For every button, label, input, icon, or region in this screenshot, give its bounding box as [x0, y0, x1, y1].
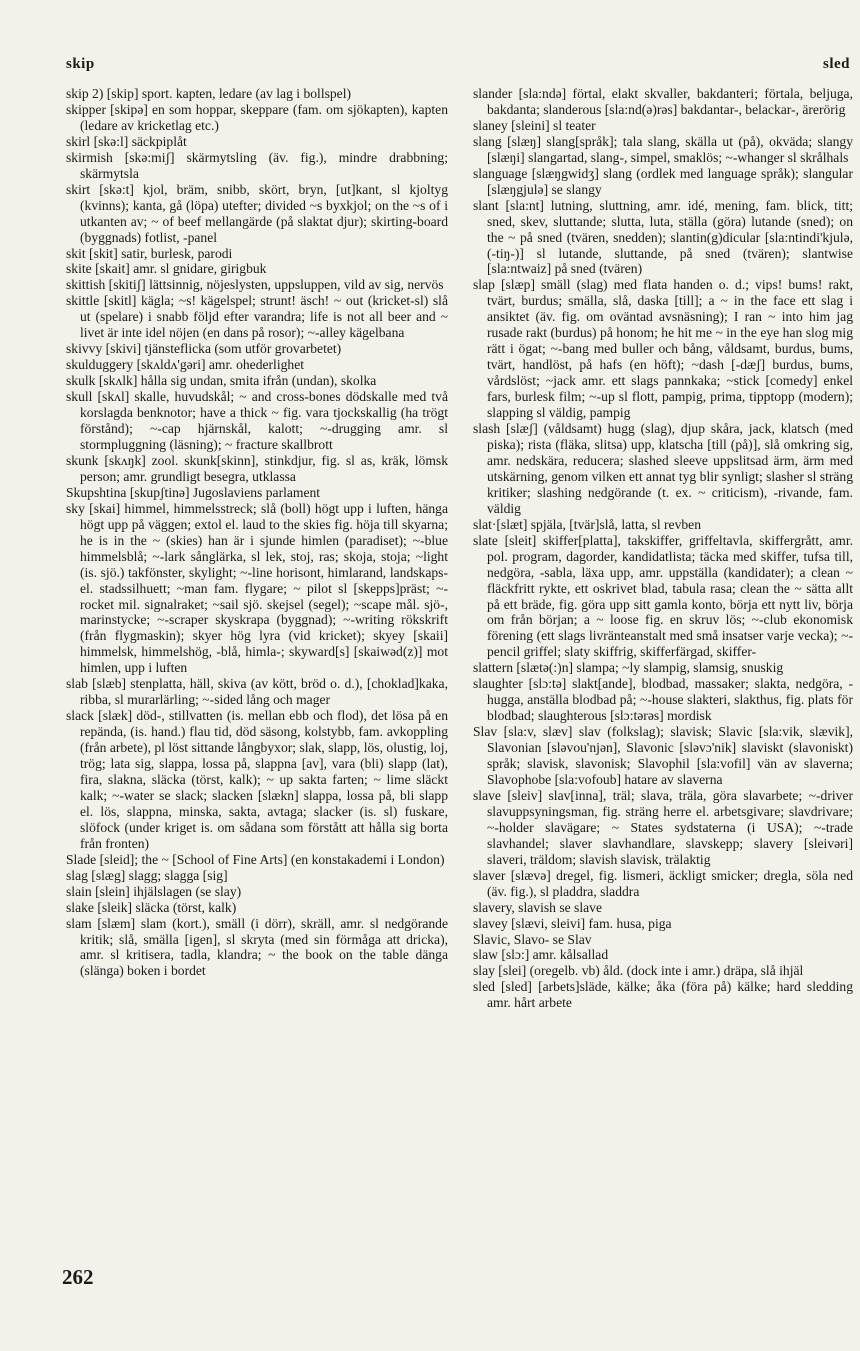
- dictionary-entry: skit [skit] satir, burlesk, parodi: [66, 245, 233, 261]
- dictionary-entry: Skupshtina [skupʃtinə] Jugoslaviens parlament: [66, 484, 321, 500]
- dictionary-entry: slander [sla:ndə] förtal, elakt skvaller, bakdanteri; förtala, beljuga, bakdanta; slanderous [sla:nd(ə)rəs] bakdantar-, belackar-, ärerörig: [473, 86, 853, 117]
- dictionary-entry: skirl [skə:l] säckpiplåt: [66, 133, 187, 149]
- dictionary-entry: slain [slein] ihjälslagen (se slay): [66, 883, 242, 899]
- dictionary-entry: skirmish [skə:miʃ] skärmytsling (äv. fig.), mindre drabbning; skärmytsla: [66, 149, 448, 181]
- dictionary-entry: slant [sla:nt] lutning, sluttning, amr. idé, mening, fam. blick, titt; sned, skev, sluttande; slutta, luta, ställa (göra) lutande (sned); on the ~ på sned (tvären, snedden); slantin(g)dicular [sla:ntindi'kjulə, (-tiŋ-)] sl lutande, sluttande, på sned (tvären); slantwise [sla:ntwaiz] på sned (tvären): [473, 197, 853, 277]
- dictionary-entry: skunk [skʌŋk] zool. skunk[skinn], stinkdjur, fig. sl as, kräk, lömsk person; amr. grundligt besegra, utklassa: [66, 452, 448, 484]
- dictionary-entry: slash [slæʃ] (våldsamt) hugg (slag), djup skåra, jack, klatsch (med piska); rista (fläka, slitsa) upp, klatscha [till (på)], slå omkring sig, amr. nedskära, reducera; slashed sleeve uppslitsad ärm, ärm med utskärning, genom vilken ett annat tyg blir synligt; slasher sl sträng kritiker; slashing nedgörande (t. ex. ~ criticism), -rivande, fam. väldig: [473, 421, 853, 516]
- dictionary-entry: slattern [slætə(:)n] slampa; ~ly slampig, slamsig, snuskig: [473, 660, 784, 676]
- dictionary-entry: slanguage [slæŋgwidʒ] slang (ordlek med language språk); slangular [slæŋgjulə] se slangy: [473, 165, 853, 197]
- dictionary-entry: Slade [sleid]; the ~ [School of Fine Arts] (en konstakademi i London): [66, 851, 445, 867]
- dictionary-entry: slate [sleit] skiffer[platta], takskiffer, griffeltavla, skiffergrått, amr. pol. program, dagorder, kandidatlista; täcka med skiffer, tufsa till, nedgöra, -sabla, läxa upp, amr. uppställa (kandidater); a clean ~ fläckfritt rykte, ett oskrivet blad, tabula rasa; clean the ~ sätta allt på ett bräde, fig. göra upp sitt gamla konto, börja ett nytt liv, börja om från början; a ~ loose fig. en skruv lös; ~-club ekonomisk förening (ett slags livränteanstalt med små insatser varje vecka); ~-pencil griffel; slaty skiffrig, skifferfärgad, skiffer-: [473, 532, 853, 660]
- dictionary-entry: slack [slæk] död-, stillvatten (is. mellan ebb och flod), det lösa på en repända, (is. hand.) flau tid, död säsong, kolstybb, fam. avkoppling (från arbete), pl löst sittande långbyxor; slak, slapp, lös, olustig, loj, trög; lata sig, slappa, lossa på, slappna [av], vara (bli) slapp (lat), fira, slakna, släcka (törst, kalk); ~ up sakta farten; ~ lime släckt kalk; ~-water se slack; slacken [slækn] slappa, lossa på, bli slapp el. lös, slappna, minska, sakta, avtaga; slacker (is. sl) fuskare, slöfock (under kriget is. om sådana som förstått att hålla sig borta från fronten): [66, 708, 448, 851]
- dictionary-entry: skivvy [skivi] tjänsteflicka (som utför grovarbetet): [66, 341, 342, 357]
- running-head-right: sled: [822, 56, 850, 72]
- dictionary-entry: slam [slæm] slam (kort.), smäll (i dörr), skräll, amr. sl nedgörande kritik; slå, smälla [igen], sl skryta (med sin förmåga att dricka), amr. sl kritisera, tadla, klandra; ~ the book on the table dänga (slänga) boken i bordet: [66, 915, 448, 979]
- page-number: 262: [62, 1265, 94, 1289]
- left-column: [66, 86, 448, 979]
- dictionary-entry: skipper [skipə] en som hoppar, skeppare (fam. om sjökapten), kapten (ledare av kricketlag etc.): [66, 101, 448, 133]
- dictionary-entry: Slavic, Slavo- se Slav: [473, 931, 592, 947]
- dictionary-entry: slag [slæg] slagg; slagga [sig]: [66, 867, 228, 883]
- dictionary-entry: skull [skʌl] skalle, huvudskål; ~ and cross-bones dödskalle med två korslagda benknotor; have a thick ~ fig. vara tjockskallig (ha trögt förstånd); ~-cap hjärnskål, kalott; ~-drugging amr. sl stormpluggning (läsning); ~ fracture skallbrott: [66, 389, 448, 452]
- dictionary-entry: skulk [skʌlk] hålla sig undan, smita ifrån (undan), skolka: [66, 373, 377, 389]
- dictionary-entry: slaney [sleini] sl teater: [473, 117, 596, 133]
- dictionary-entry: skite [skait] amr. sl gnidare, girigbuk: [66, 261, 267, 277]
- dictionary-entry: slap [slæp] smäll (slag) med flata handen o. d.; vips! bums! rakt, tvärt, burdus; smälla, slå, daska [till]; a ~ in the face ett slag i ansiktet (äv. fig. om oväntad avsnäsning); I ran ~ into him jag rusade rakt (burdus) på honom; he hit me ~ in the eye han slog mig rätt i ögat; ~-bang med buller och bång, våldsamt, burdus, bums, tvärt, handlöst, på hafs (en höft); ~dash [-dæʃ] burdus, bums, vårdslöst; ~jack amr. ett slags pannkaka; ~stick [comedy] enkel fars, burlesk film; ~-up sl flott, pampig, prima, tipptopp (modern); slapping sl väldig, pampig: [473, 277, 853, 421]
- dictionary-entry: skirt [skə:t] kjol, bräm, snibb, skört, bryn, [ut]kant, sl kjoltyg (kvinns); kanta, gå (löpa) utefter; divided ~s byxkjol; on the ~s of i utkanten av; ~ of beef mellangärde (på slaktat djur); skirting-board (byggnads) fotlist, -panel: [66, 181, 448, 245]
- dictionary-entry: slaver [slævə] dregel, fig. lismeri, äckligt smicker; dregla, söla ned (äv. fig.), sl pladdra, sladdra: [473, 867, 853, 899]
- dictionary-entry: slake [sleik] släcka (törst, kalk): [66, 899, 237, 915]
- dictionary-entry: slang [slæŋ] slang[språk]; tala slang, skälla ut (på), okväda; slangy [slæŋi] slangartad, slang-, simpel, smaklös; ~-whanger sl skrålhals: [473, 133, 853, 165]
- dictionary-entry: slaw [slɔ:] amr. kålsallad: [473, 947, 609, 963]
- dictionary-entry: slavey [slævi, sleivi] fam. husa, piga: [473, 915, 672, 931]
- dictionary-entry: skulduggery [skʌldʌ'gəri] amr. ohederlighet: [66, 357, 305, 373]
- right-column: [473, 86, 853, 1011]
- dictionary-entry: slat·[slæt] spjäla, [tvär]slå, latta, sl revben: [473, 516, 702, 532]
- dictionary-entry: Slav [sla:v, slæv] slav (folkslag); slavisk; Slavic [sla:vik, slævik], Slavonian [sləvou'njən], Slavonic [sləvɔ'nik] slaviskt (slavoniskt) språk; slavisk, slavonisk; Slavophil [sla:vofil] vän av slaverna; Slavophobe [sla:vofoub] hatare av slaverna: [473, 724, 853, 787]
- dictionary-entry: slavery, slavish se slave: [473, 899, 602, 915]
- running-head-left: skip: [66, 56, 95, 72]
- dictionary-entry: skittle [skitl] kägla; ~s! kägelspel; strunt! äsch! ~ out (kricket-sl) slå ut (spelare) i snabb följd efter varandra; life is not all beer and ~ livet är inte idel nöjen (en dans på rosor); ~-alley kägelbana: [66, 293, 448, 341]
- dictionary-entry: slab [slæb] stenplatta, häll, skiva (av kött, bröd o. d.), [choklad]kaka, ribba, sl murarlärling; ~-sided lång och mager: [66, 676, 448, 708]
- dictionary-entry: sled [sled] [arbets]släde, kälke; åka (föra på) kälke; hard sledding amr. hårt arbete: [473, 979, 853, 1011]
- dictionary-entry: slaughter [slɔ:tə] slakt[ande], blodbad, massaker; slakta, nedgöra, -hugga, anställa blodbad på; ~-house slakteri, slakthus, fig. plats för blodbad; slaughterous [slɔ:tərəs] mordisk: [473, 676, 853, 724]
- dictionary-entry: skittish [skitiʃ] lättsinnig, nöjeslysten, uppsluppen, vild av sig, nervös: [66, 277, 444, 293]
- dictionary-entry: slay [slei] (oregelb. vb) åld. (dock inte i amr.) dräpa, slå ihjäl: [473, 963, 804, 979]
- dictionary-entry: skip 2) [skip] sport. kapten, ledare (av lag i bollspel): [66, 86, 352, 101]
- dictionary-entry: slave [sleiv] slav[inna], träl; slava, träla, göra slavarbete; ~-driver slavuppsyningsman, fig. sträng herre el. arbetsgivare; slavdrivare; ~-holder slavägare; ~ States sydstaterna (i USA); ~-trade slavhandel; slaver slavhandlare, slavskepp; slavery [sleivəri] slaveri, träldom; slavish slavisk, trälaktig: [473, 787, 853, 867]
- dictionary-entry: sky [skai] himmel, himmelsstreck; slå (boll) högt upp i luften, hänga högt upp på väggen; extol el. laud to the skies fig. höja till skyarna; he is in the ~ (skies) han är i sjunde himlen (paradiset); ~-blue himmelsblå; ~-lark sånglärka, sl lek, stoj, ras; skoja, stoja; ~light (is. sjö.) takfönster, skylight; ~-line horisont, himlarand, landskaps- el. stadssilhuett; ~man fam. flygare; ~ pilot sl [skepps]präst; ~-rocket mil. signalraket; ~sail sjö. skejsel (segel); ~scape mål. sjö-, marinstycke; ~-scraper skyskrapa (byggnad); ~-writing rökskrift (från flygmaskin); skyer hög lyra (vid kricket); skyey [skaii] himmelsk, himmelshög, -blå, himla-; skyward[s] [skaiwəd(z)] mot himlen, upp i luften: [66, 500, 448, 676]
